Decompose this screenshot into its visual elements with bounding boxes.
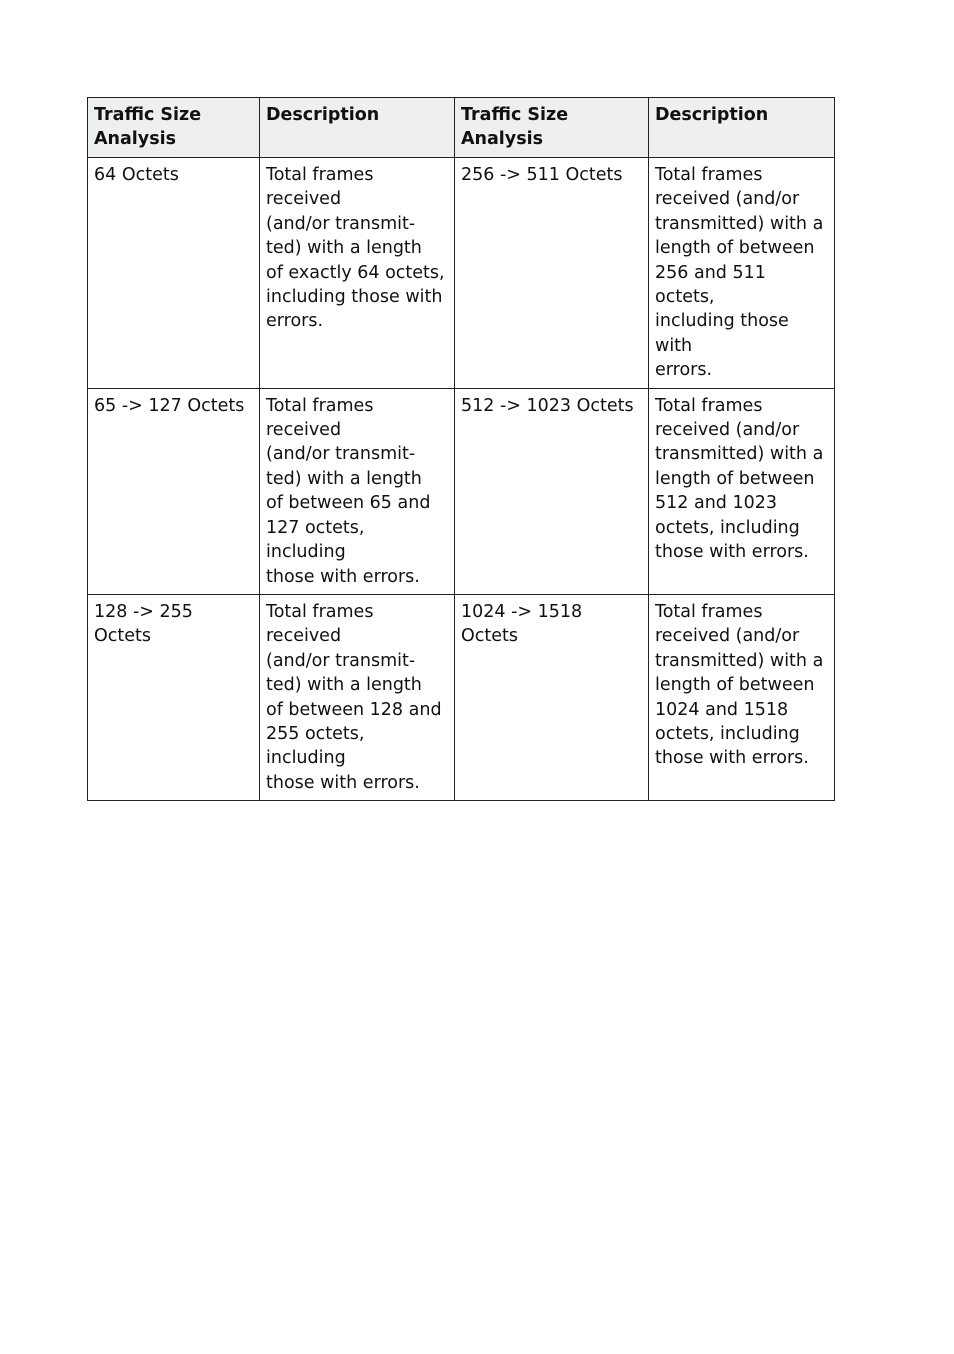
traffic-size-cell: 256 -> 511 Octets (455, 158, 649, 389)
table-header-row (88, 98, 835, 158)
description-cell: Total frames received (and/or transmit- ted) with a length of between 128 and 255 octets, including those with errors. (260, 594, 455, 800)
traffic-size-cell: 64 Octets (88, 158, 260, 389)
traffic-size-cell: 1024 -> 1518 Octets (455, 594, 649, 800)
header-description-1: Description (260, 98, 455, 158)
header-traffic-size-1: Traffic Size Analysis (88, 98, 260, 158)
description-cell: Total frames received (and/or transmitted) with a length of between 256 and 511 octets, including those with errors. (649, 158, 835, 389)
description-cell: Total frames received (and/or transmit- ted) with a length of exactly 64 octets, including those with errors. (260, 158, 455, 389)
description-cell: Total frames received (and/or transmitted) with a length of between 512 and 1023 octets, including those with errors. (649, 388, 835, 594)
header-traffic-size-2: Traffic Size Analysis (455, 98, 649, 158)
traffic-size-cell: 65 -> 127 Octets (88, 388, 260, 594)
table-row (88, 594, 835, 800)
description-cell: Total frames received (and/or transmitted) with a length of between 1024 and 1518 octets, including those with errors. (649, 594, 835, 800)
description-cell: Total frames received (and/or transmit- ted) with a length of between 65 and 127 octets, including those with errors. (260, 388, 455, 594)
table-row (88, 388, 835, 594)
header-description-2: Description (649, 98, 835, 158)
traffic-size-cell: 128 -> 255 Octets (88, 594, 260, 800)
table-row (88, 158, 835, 389)
traffic-size-table (87, 97, 835, 801)
traffic-size-cell: 512 -> 1023 Octets (455, 388, 649, 594)
